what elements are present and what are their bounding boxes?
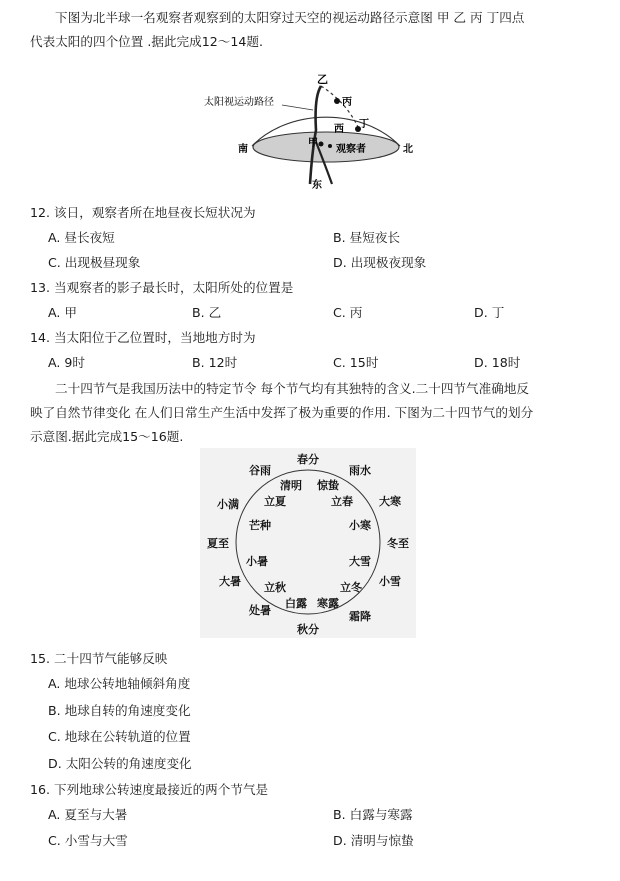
sun-path-figure: [196, 72, 426, 194]
question-16-stem: 16. 下列地球公转速度最接近的两个节气是: [30, 782, 269, 797]
term-dashu: 大暑: [219, 575, 241, 588]
q15-option-a: A. 地球公转地轴倾斜角度: [48, 676, 191, 691]
sun-path-dashed: [321, 86, 358, 127]
label-south: 南: [238, 144, 248, 155]
term-xiaohan: 小寒: [349, 519, 371, 532]
label-ding: 丁: [359, 119, 369, 130]
q12-option-d: D. 出现极夜现象: [333, 255, 427, 270]
term-bailu: 白露: [285, 597, 307, 610]
term-xiaoman: 小满: [217, 498, 239, 511]
term-lidong: 立冬: [340, 581, 362, 594]
q15-option-b: B. 地球自转的角速度变化: [48, 703, 191, 718]
intro-paragraph-2: [30, 377, 595, 449]
path-label: 太阳视运动路径: [204, 97, 274, 108]
q16-option-a: A. 夏至与大暑: [48, 807, 128, 822]
q14-option-b: B. 12时: [192, 355, 238, 370]
term-mangzhong: 芒种: [249, 519, 271, 532]
term-gushui: 谷雨: [249, 464, 271, 477]
q12-option-b: B. 昼短夜长: [333, 230, 401, 245]
q16-option-b: B. 白露与寒露: [333, 807, 413, 822]
term-daxue: 大雪: [349, 555, 371, 568]
term-lixia: 立夏: [264, 495, 286, 508]
term-chushu: 处暑: [249, 604, 271, 617]
term-shuangjiang: 霜降: [349, 610, 371, 623]
label-yi: 乙: [317, 73, 328, 86]
term-dahan: 大寒: [379, 495, 401, 508]
q15-option-d: D. 太阳公转的角速度变化: [48, 756, 192, 771]
term-chunfen: 春分: [297, 453, 319, 466]
q13-option-c: C. 丙: [333, 305, 363, 320]
q12-option-a: A. 昼长夜短: [48, 230, 115, 245]
observer-marker: [328, 144, 332, 148]
q16-option-c: C. 小雪与大雪: [48, 833, 128, 848]
intro2-line1: 二十四节气是我国历法中的特定节令 每个节气均有其独特的含义.二十四节气准确地反: [55, 381, 529, 396]
term-xiaoshu: 小暑: [246, 555, 268, 568]
solar-terms-figure: [200, 448, 416, 638]
q13-option-b: B. 乙: [192, 305, 222, 320]
intro2-line2: 映了自然节律变化 在人们日常生产生活中发挥了极为重要的作用. 下图为二十四节气的划分: [30, 405, 534, 420]
intro-paragraph-1: [30, 6, 595, 54]
term-jingzhe: 惊蛰: [317, 479, 339, 492]
question-12-stem: 12. 该日，观察者所在地昼夜长短状况为: [30, 205, 256, 220]
term-dongzhi: 冬至: [387, 537, 409, 550]
label-jia: 甲: [308, 138, 318, 149]
q15-option-c: C. 地球在公转轨道的位置: [48, 729, 191, 744]
label-north: 北: [403, 144, 413, 155]
label-east: 东: [312, 180, 322, 191]
label-observer: 观察者: [336, 144, 366, 155]
intro1-line2: 代表太阳的四个位置 .据此完成12～14题.: [30, 34, 263, 49]
term-qiufen: 秋分: [297, 623, 319, 636]
intro2-line3: 示意图.据此完成15～16题.: [30, 429, 184, 444]
term-liqiu: 立秋: [264, 581, 286, 594]
figure-background: [200, 448, 416, 638]
q12-option-c: C. 出现极昼现象: [48, 255, 141, 270]
label-xi: 西: [334, 124, 344, 135]
q13-option-a: A. 甲: [48, 305, 77, 320]
term-qingming: 清明: [280, 479, 302, 492]
term-xiaoxue: 小雪: [379, 575, 401, 588]
sun-position-jia: [319, 142, 324, 147]
path-label-leader: [282, 105, 313, 110]
term-yushui: 雨水: [349, 464, 371, 477]
q16-option-d: D. 清明与惊蛰: [333, 833, 414, 848]
question-14-stem: 14. 当太阳位于乙位置时，当地地方时为: [30, 330, 256, 345]
intro1-line1: 下图为北半球一名观察者观察到的太阳穿过天空的视运动路径示意图 甲 乙 丙 丁四点: [55, 10, 525, 25]
term-hanlu: 寒露: [317, 597, 339, 610]
sun-position-bing: [334, 98, 340, 104]
term-lichun: 立春: [331, 495, 353, 508]
horizon-plane: [253, 132, 399, 162]
q14-option-a: A. 9时: [48, 355, 86, 370]
question-13-stem: 13. 当观察者的影子最长时，太阳所处的位置是: [30, 280, 294, 295]
term-xiazhi: 夏至: [207, 537, 229, 550]
q14-option-c: C. 15时: [333, 355, 379, 370]
question-15-stem: 15. 二十四节气能够反映: [30, 651, 168, 666]
q13-option-d: D. 丁: [474, 305, 505, 320]
q14-option-d: D. 18时: [474, 355, 521, 370]
label-bing: 丙: [342, 97, 352, 108]
